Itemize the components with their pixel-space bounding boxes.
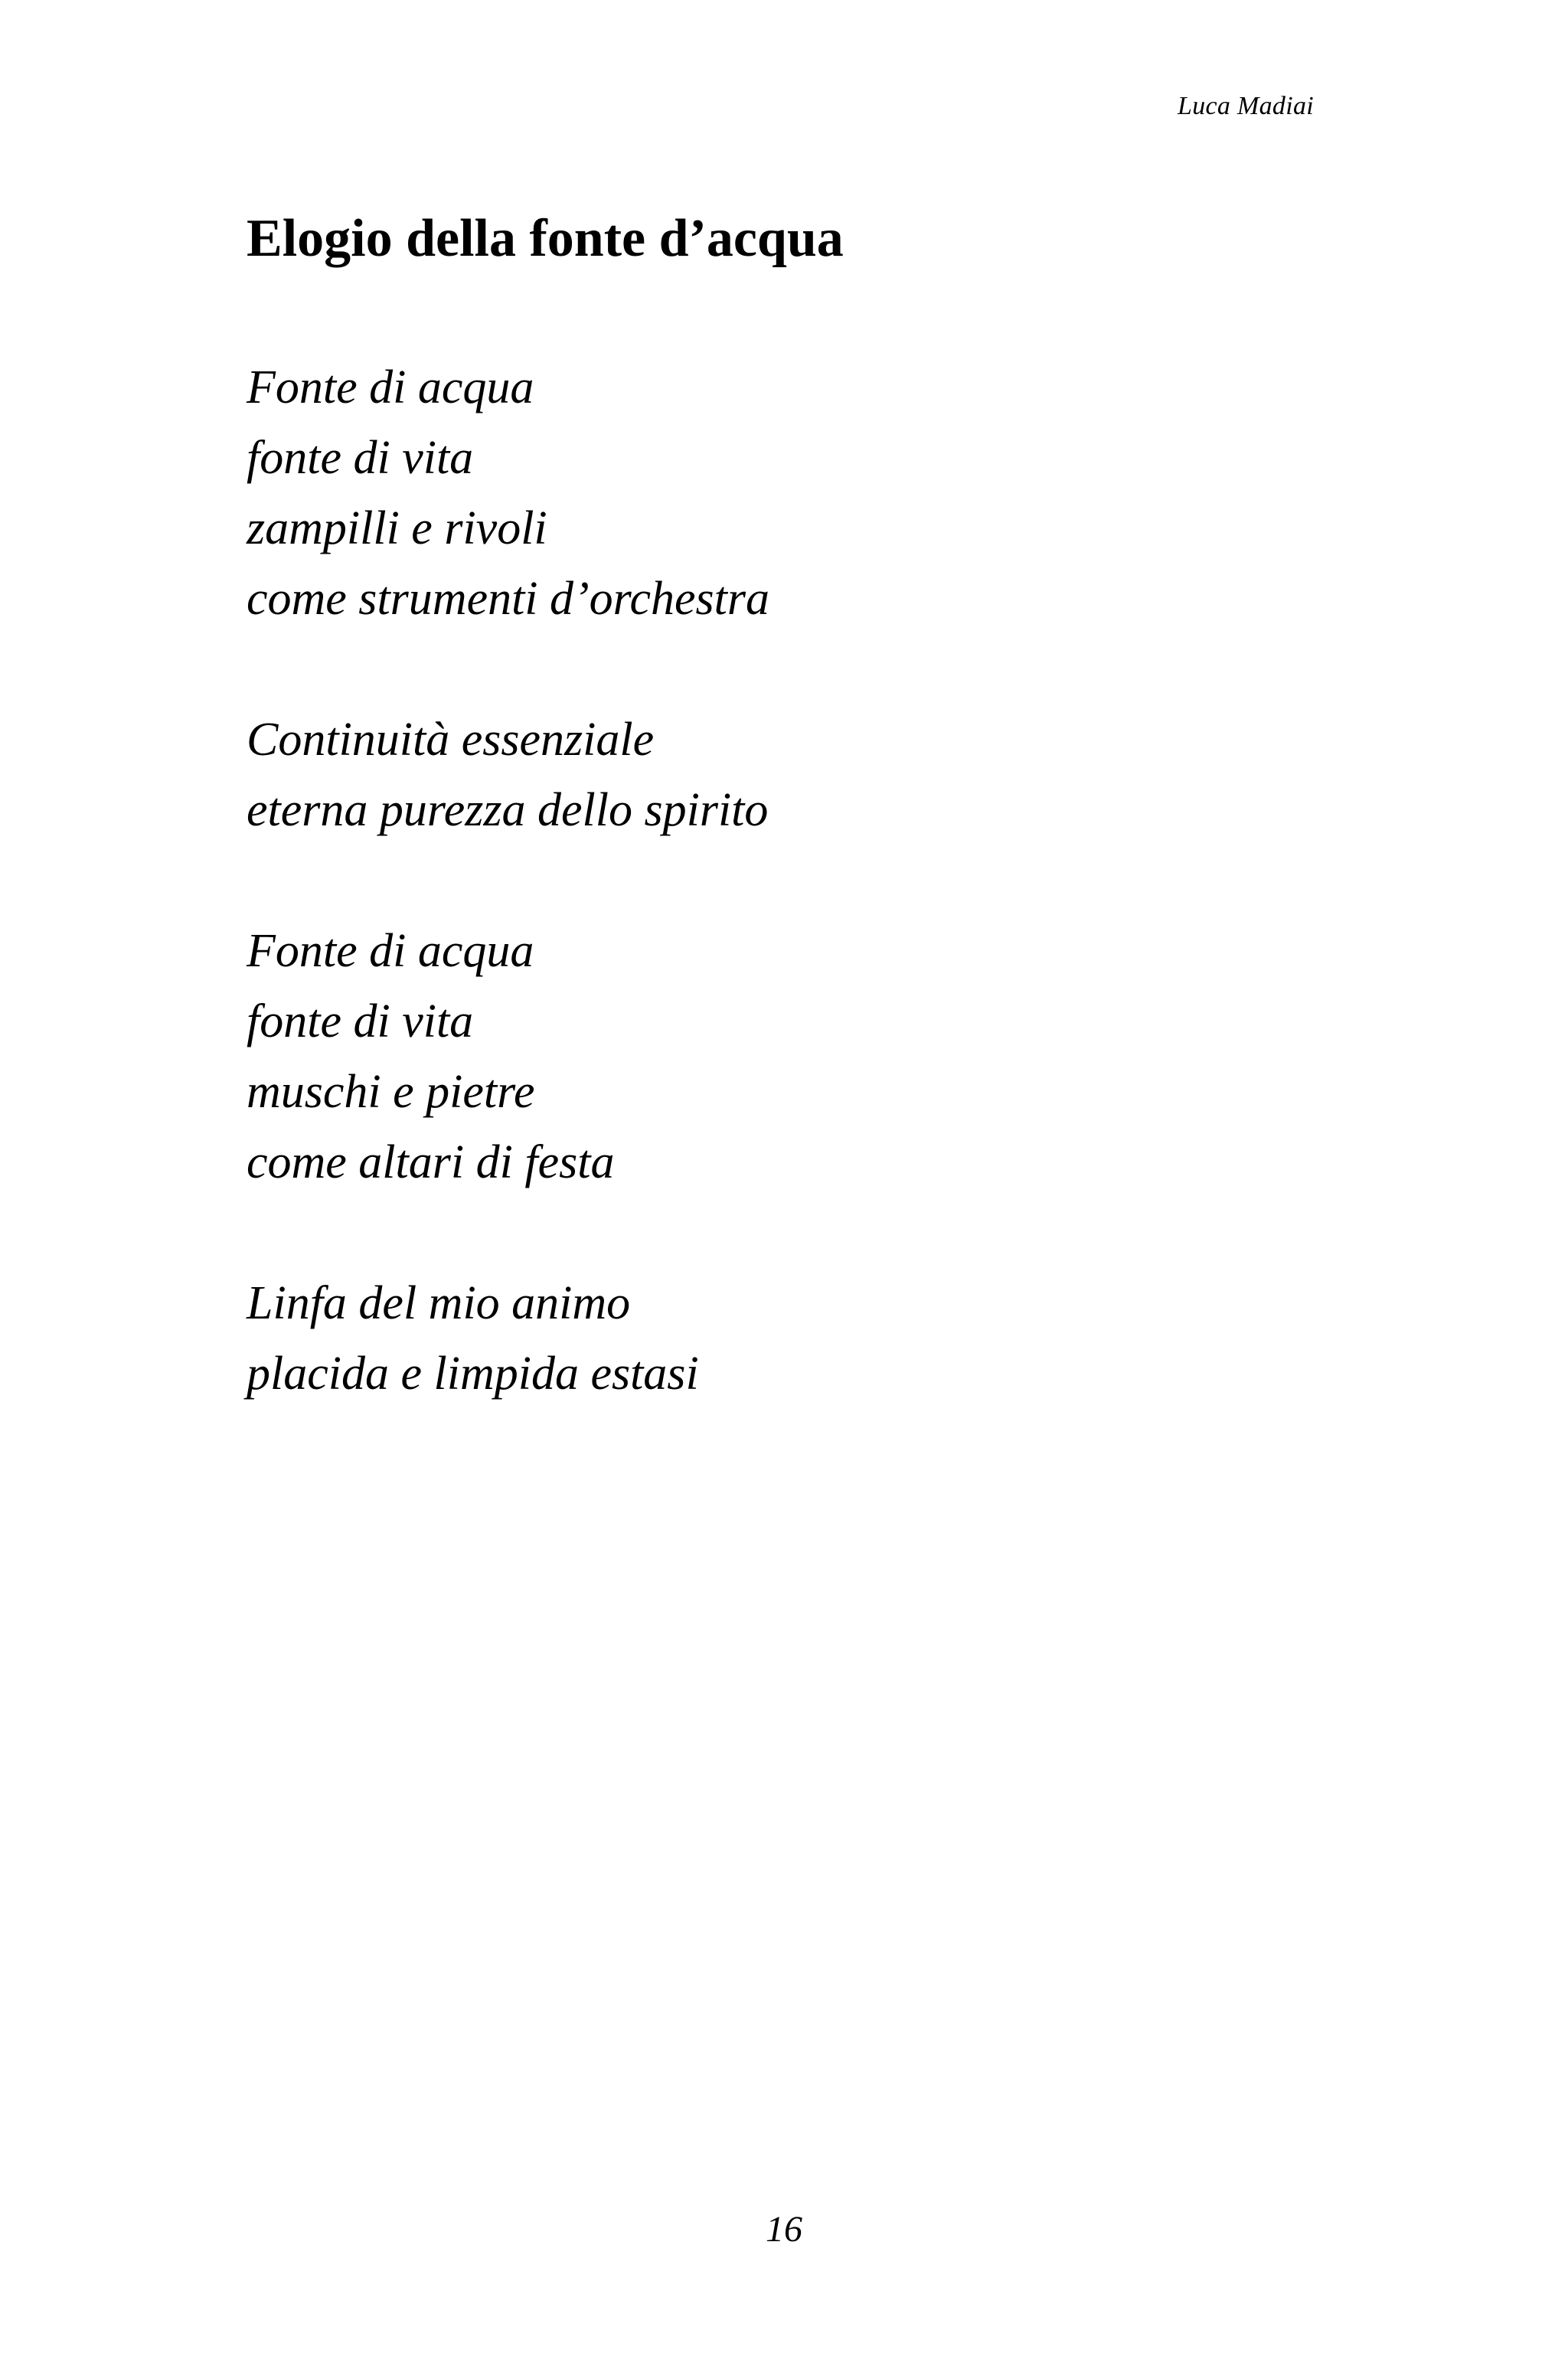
poem-title: Elogio della fonte d’acqua bbox=[247, 209, 844, 268]
stanza-1 bbox=[247, 352, 769, 634]
page-number: 16 bbox=[766, 2209, 802, 2250]
verse: Linfa del mio animo bbox=[247, 1277, 631, 1329]
stanza-3 bbox=[247, 916, 769, 1198]
verse: Continuità essenziale bbox=[247, 714, 655, 766]
verse: eterna purezza dello spirito bbox=[247, 784, 769, 836]
poem-body bbox=[247, 352, 769, 1409]
verse: fonte di vita bbox=[247, 995, 474, 1047]
stanza-4 bbox=[247, 1268, 769, 1409]
verse: come strumenti d’orchestra bbox=[247, 573, 770, 625]
verse: come altari di festa bbox=[247, 1136, 615, 1188]
verse: Fonte di acqua bbox=[247, 361, 534, 413]
stanza-2 bbox=[247, 704, 769, 845]
verse: muschi e pietre bbox=[247, 1066, 535, 1118]
verse: placida e limpida estasi bbox=[247, 1348, 699, 1400]
verse: zampilli e rivoli bbox=[247, 502, 547, 554]
verse: Fonte di acqua bbox=[247, 925, 534, 977]
verse: fonte di vita bbox=[247, 432, 474, 484]
running-header-author: Luca Madiai bbox=[1177, 92, 1314, 120]
